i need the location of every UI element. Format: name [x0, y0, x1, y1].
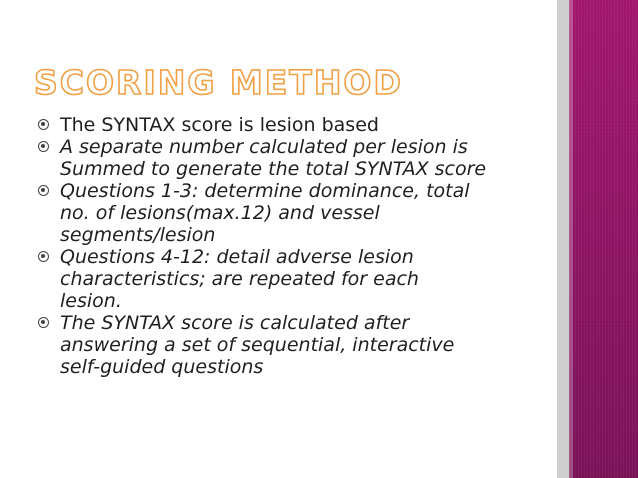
bullet-line: answering a set of sequential, interactive: [60, 334, 455, 356]
bullet-item: [38, 180, 538, 246]
bullet-item: [38, 246, 538, 312]
bullet-text: [60, 136, 538, 180]
side-stripe: [557, 0, 569, 478]
side-decor-bar: [569, 0, 638, 478]
bullet-item: [38, 114, 538, 136]
bullet-line: lesion.: [60, 290, 122, 312]
bullet-line: Summed to generate the total SYNTAX score: [60, 158, 487, 180]
bullet-line: Questions 4-12: detail adverse lesion: [60, 246, 414, 268]
bullet-line: A separate number calculated per lesion is: [60, 136, 468, 158]
bullet-line: no. of lesions(max.12) and vessel: [60, 202, 380, 224]
bullet-line: characteristics; are repeated for each: [60, 268, 419, 290]
bullet-item: [38, 312, 538, 378]
circled-dot-bullet-icon: [38, 185, 49, 196]
circled-dot-bullet-icon: [38, 317, 49, 328]
bullet-line: self-guided questions: [60, 356, 264, 378]
bullet-line: The SYNTAX score is calculated after: [60, 312, 410, 334]
bullet-text: [60, 114, 538, 136]
circled-dot-bullet-icon: [38, 141, 49, 152]
bullet-text: [60, 246, 538, 312]
bullet-item: [38, 136, 538, 180]
bullet-text: [60, 312, 538, 378]
bullet-line: segments/lesion: [60, 224, 216, 246]
slide-title: SCORING METHOD: [34, 63, 403, 102]
bullet-text: [60, 180, 538, 246]
bullet-line: Questions 1-3: determine dominance, total: [60, 180, 470, 202]
bullet-list: [38, 114, 538, 378]
circled-dot-bullet-icon: [38, 251, 49, 262]
circled-dot-bullet-icon: [38, 119, 49, 130]
bullet-line: The SYNTAX score is lesion based: [60, 114, 379, 136]
